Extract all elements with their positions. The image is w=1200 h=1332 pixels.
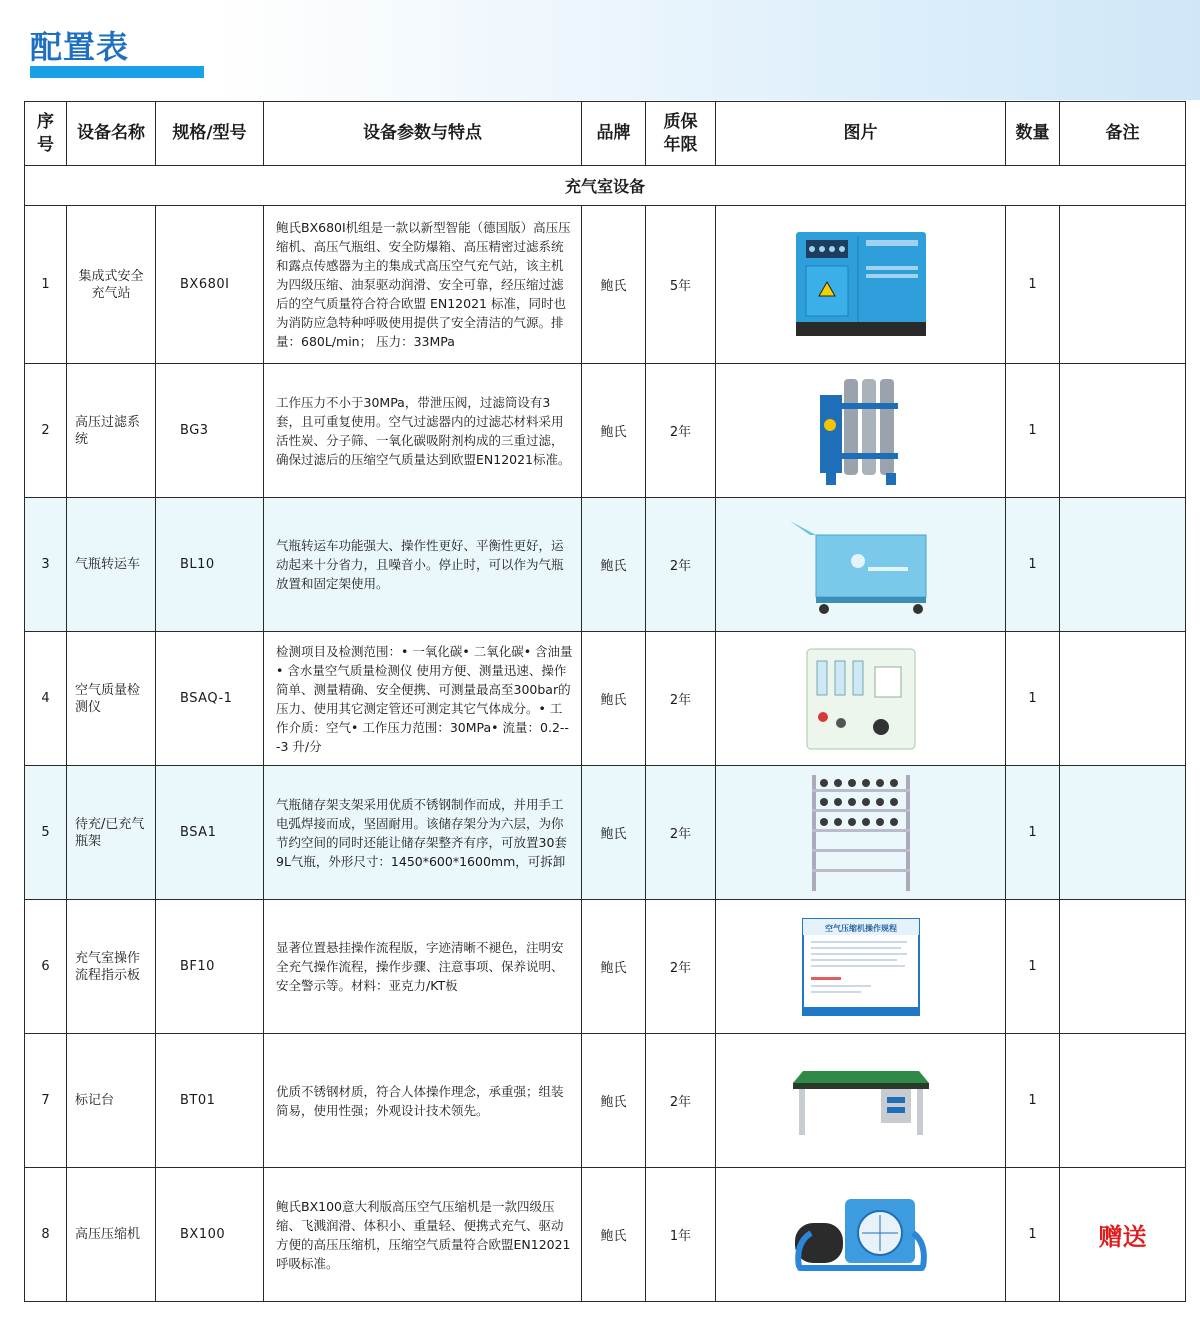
row-model: BSAQ-1 (156, 632, 264, 766)
row-warranty: 2年 (646, 766, 716, 900)
row-params: 气瓶转运车功能强大、操作性更好、平衡性更好，运动起来十分省力，且噪音小。停止时，可以作为气瓶放置和固定架使用。 (264, 498, 582, 632)
row-model: BX680I (156, 206, 264, 364)
row-model: BX100 (156, 1168, 264, 1302)
row-remark (1060, 632, 1186, 766)
header-image: 图片 (716, 102, 1006, 166)
table-row (25, 1034, 1186, 1168)
work-table-icon (791, 1061, 931, 1141)
header-warranty: 质保 年限 (646, 102, 716, 166)
section-title: 充气室设备 (25, 166, 1186, 206)
row-model: BG3 (156, 364, 264, 498)
header-gradient (214, 0, 1200, 100)
board-title: 空气压缩机操作规程 (824, 923, 897, 933)
row-warranty: 2年 (646, 1034, 716, 1168)
table-row (25, 766, 1186, 900)
row-params: 工作压力不小于30MPa，带泄压阀，过滤筒设有3套，且可重复使用。空气过滤器内的过滤芯材料采用活性炭、分子筛、一氧化碳吸附剂构成的三重过滤，确保过滤后的压缩空气质量达到欧盟EN12021标准。 (264, 364, 582, 498)
row-remark (1060, 766, 1186, 900)
row-model: BT01 (156, 1034, 264, 1168)
title-underline (30, 66, 204, 78)
row-no: 3 (25, 498, 67, 632)
filter-system-icon (806, 373, 916, 489)
row-brand: 鲍氏 (582, 364, 646, 498)
row-no: 1 (25, 206, 67, 364)
row-warranty: 1年 (646, 1168, 716, 1302)
row-qty: 1 (1006, 766, 1060, 900)
row-qty: 1 (1006, 900, 1060, 1034)
header-remark: 备注 (1060, 102, 1186, 166)
row-qty: 1 (1006, 206, 1060, 364)
page-header (0, 0, 1200, 100)
table-row (25, 364, 1186, 498)
row-image (716, 206, 1006, 364)
row-remark (1060, 498, 1186, 632)
row-remark (1060, 1168, 1186, 1302)
row-image (716, 498, 1006, 632)
row-model: BSA1 (156, 766, 264, 900)
row-params: 优质不锈钢材质，符合人体操作理念，承重强；组装简易，使用性强；外观设计技术领先。 (264, 1034, 582, 1168)
row-qty: 1 (1006, 498, 1060, 632)
header-name: 设备名称 (67, 102, 156, 166)
row-name: 充气室操作流程指示板 (67, 900, 156, 1034)
section-row (25, 166, 1186, 206)
row-warranty: 2年 (646, 364, 716, 498)
row-name: 高压压缩机 (67, 1168, 156, 1302)
row-params: 鲍氏BX100意大利版高压空气压缩机是一款四级压缩、飞溅润滑、体积小、重量轻、便携式充气、驱动方便的高压压缩机，压缩空气质量符合欧盟EN12021呼吸标准。 (264, 1168, 582, 1302)
row-no: 5 (25, 766, 67, 900)
row-model: BF10 (156, 900, 264, 1034)
row-brand: 鲍氏 (582, 206, 646, 364)
row-model: BL10 (156, 498, 264, 632)
row-warranty: 2年 (646, 498, 716, 632)
row-name: 集成式安全充气站 (67, 206, 156, 364)
row-name: 气瓶转运车 (67, 498, 156, 632)
row-brand: 鲍氏 (582, 1168, 646, 1302)
row-image (716, 766, 1006, 900)
row-remark (1060, 1034, 1186, 1168)
instruction-board-icon (801, 917, 921, 1017)
row-warranty: 5年 (646, 206, 716, 364)
row-name: 待充/已充气瓶架 (67, 766, 156, 900)
row-brand: 鲍氏 (582, 498, 646, 632)
portable-compressor-icon (791, 1193, 931, 1277)
table-row (25, 632, 1186, 766)
row-name: 高压过滤系统 (67, 364, 156, 498)
row-params: 鲍氏BX680I机组是一款以新型智能（德国版）高压压缩机、高压气瓶组、安全防爆箱、高压精密过滤系统和露点传感器为主的集成式高压空气充气站，该主机为四级压缩、油泵驱动润滑、安全可靠，经压缩过滤后的空气质量符合符合欧盟 EN12021 标准，同时也为消防应急特种呼吸使用提供了安全清洁的气源。排量：680L/min； 压力：33MPa (264, 206, 582, 364)
row-no: 6 (25, 900, 67, 1034)
row-brand: 鲍氏 (582, 766, 646, 900)
row-image (716, 1168, 1006, 1302)
row-params: 显著位置悬挂操作流程版，字迹清晰不褪色，注明安全充气操作流程，操作步骤、注意事项、保养说明、安全警示等。材料：亚克力/KT板 (264, 900, 582, 1034)
row-no: 4 (25, 632, 67, 766)
row-no: 7 (25, 1034, 67, 1168)
table-row (25, 900, 1186, 1034)
row-qty: 1 (1006, 1034, 1060, 1168)
row-image (716, 1034, 1006, 1168)
header-row (25, 102, 1186, 166)
row-params: 检测项目及检测范围：• 一氧化碳• 二氧化碳• 含油量• 含水量空气质量检测仪 使用方便、测量迅速、操作简单、测量精确、安全便携、可测量最高至300bar的压力、使用其它测定管还可测定其它气体成分。• 工作介质：空气• 工作压力范围：30MPa• 流量：0.2---3 升/分 (264, 632, 582, 766)
row-qty: 1 (1006, 1168, 1060, 1302)
header-brand: 品牌 (582, 102, 646, 166)
row-brand: 鲍氏 (582, 632, 646, 766)
row-remark (1060, 900, 1186, 1034)
compressor-station-icon (786, 226, 936, 344)
row-image (716, 364, 1006, 498)
header-no: 序 号 (25, 102, 67, 166)
row-warranty: 2年 (646, 900, 716, 1034)
row-remark (1060, 364, 1186, 498)
header-qty: 数量 (1006, 102, 1060, 166)
row-brand: 鲍氏 (582, 900, 646, 1034)
row-image (716, 900, 1006, 1034)
row-brand: 鲍氏 (582, 1034, 646, 1168)
table-row (25, 498, 1186, 632)
row-name: 空气质量检测仪 (67, 632, 156, 766)
cylinder-rack-icon (806, 771, 916, 895)
gift-label: 赠送 (1098, 1223, 1147, 1251)
table-row (25, 1168, 1186, 1302)
row-no: 8 (25, 1168, 67, 1302)
table-row (25, 206, 1186, 364)
page-title: 配置表 (30, 28, 130, 66)
row-no: 2 (25, 364, 67, 498)
row-warranty: 2年 (646, 632, 716, 766)
config-table (24, 101, 1186, 1302)
header-params: 设备参数与特点 (264, 102, 582, 166)
row-name: 标记台 (67, 1034, 156, 1168)
row-remark (1060, 206, 1186, 364)
header-model: 规格/型号 (156, 102, 264, 166)
row-qty: 1 (1006, 364, 1060, 498)
transport-cart-icon (786, 515, 936, 615)
row-params: 气瓶储存架支架采用优质不锈钢制作而成，并用手工电弧焊接而成，坚固耐用。该储存架分为六层，为你节约空间的同时还能让储存架整齐有序，可放置30套9L气瓶，外形尺寸：1450*600*1600mm，可拆卸 (264, 766, 582, 900)
row-image (716, 632, 1006, 766)
row-qty: 1 (1006, 632, 1060, 766)
air-tester-icon (803, 643, 919, 755)
